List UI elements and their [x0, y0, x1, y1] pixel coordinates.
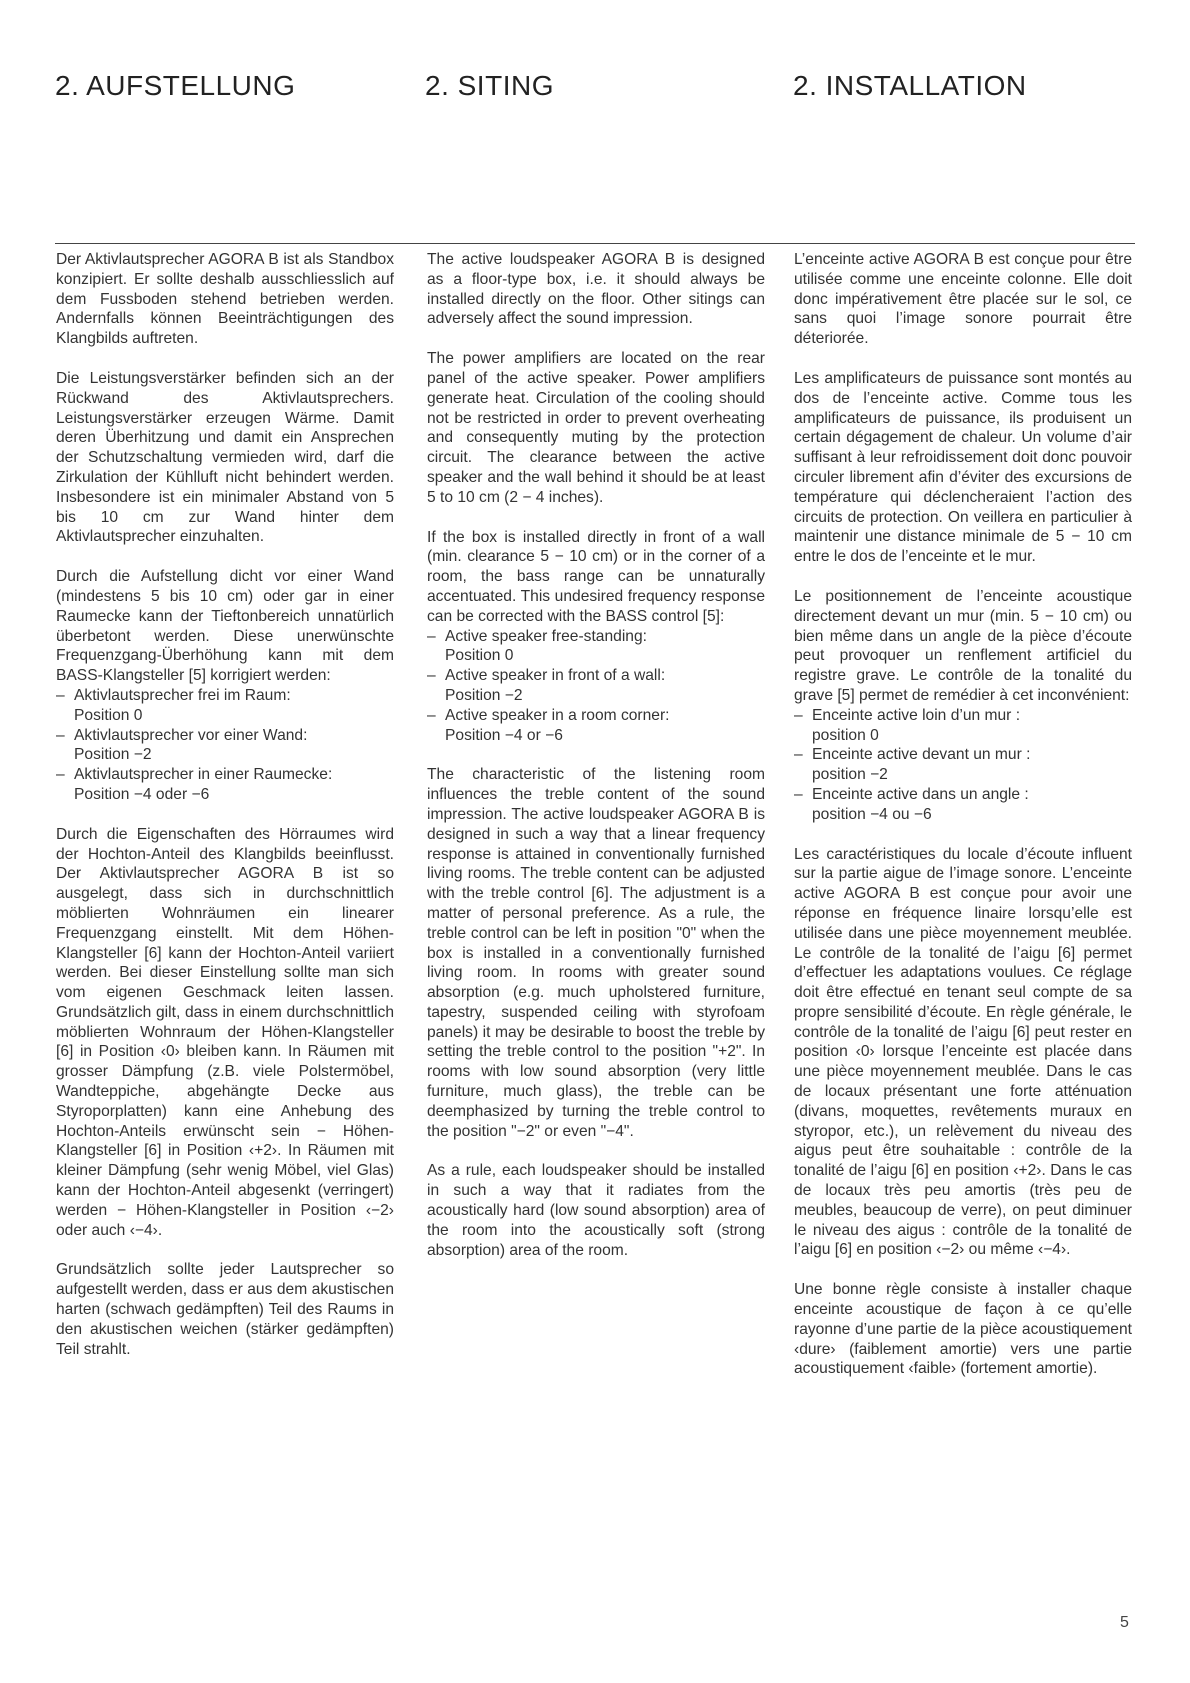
list-item [56, 765, 394, 805]
list-item-text: Aktivlautsprecher frei im Raum: [74, 686, 291, 704]
list-item-position: position −4 ou −6 [812, 805, 932, 823]
list-item [427, 706, 765, 746]
page-number: 5 [1120, 1614, 1129, 1631]
list-item-position: Position −2 [445, 686, 523, 704]
list-item-text: Active speaker in front of a wall: [445, 667, 666, 685]
list-item [427, 666, 765, 706]
paragraph: Durch die Aufstellung dicht vor einer Wand (mindestens 5 bis 10 cm) oder gar in einer Raumecke kann der Tieftonbereich unnatürlich überbetont werden. Diese unerwünschte Frequenzgang-Überhöhung kann mit dem BASS-Klangsteller [5] korrigiert werden: [56, 568, 394, 685]
list-item [427, 627, 765, 667]
list-item-position: Position −4 or −6 [445, 726, 563, 744]
column-french [794, 250, 1132, 1399]
list-item [794, 706, 1132, 746]
bass-position-list [794, 706, 1132, 825]
list-item-position: position 0 [812, 726, 879, 744]
list-item-text: Active speaker free-standing: [445, 627, 647, 645]
paragraph: Durch die Eigenschaften des Hörraumes wird der Hochton-Anteil des Klangbilds beeinflusst. Der Aktivlautsprecher AGORA B ist so ausgelegt, dass sich in durchschnittlich möblierten Wohnräumen ein linearer Frequenzgang einstellt. Mit dem Höhen-Klangsteller [6] kann der Hochton-Anteil variiert werden. Bei dieser Einstellung sollte man sich vom eigenen Geschmack leiten lassen. Grundsätzlich gilt, dass in einem durchschnittlich möblierten Wohnraum der Höhen-Klangsteller [6] in Position ‹0› bleiben kann. In Räumen mit grosser Dämpfung (z.B. viele Polstermöbel, Wandteppiche, abgehängte Decke aus Styroporplatten) kann eine Anhebung des Hochton-Anteils erwünscht sein − Höhen-Klangsteller [6] in Position ‹+2›. In Räumen mit kleiner Dämpfung (sehr wenig Möbel, viel Glas) kann der Hochton-Anteil abgesenkt (verringert) werden − Höhen-Klangsteller in Position ‹−2› oder auch ‹−4›. [56, 825, 394, 1239]
list-item [794, 785, 1132, 825]
list-item [56, 726, 394, 766]
heading-french: 2. INSTALLATION [793, 70, 1027, 101]
list-item-text: Active speaker in a room corner: [445, 706, 670, 724]
list-item-position: position −2 [812, 766, 888, 784]
paragraph: Grundsätzlich sollte jeder Lautsprecher so aufgestellt werden, dass er aus dem akustischen harten (schwach gedämpften) Teil des Raums in den akustischen weichen (stärker gedämpften) Teil strahlt. [56, 1261, 394, 1358]
bass-position-list [427, 627, 765, 746]
list-item-position: Position −4 oder −6 [74, 785, 210, 803]
paragraph: Les amplificateurs de puissance sont montés au dos de l’enceinte active. Comme tous les amplificateurs de puissance, ils produisent un certain dégagement de chaleur. Un volume d’air suffisant à leur refroidissement doit donc pouvoir circuler librement afin d’éviter des excursions de température qui déclencheraient l’action des circuits de protection. On veillera en particulier à maintenir une distance minimale de 5 − 10 cm entre le dos de l’enceinte et le mur. [794, 369, 1132, 566]
list-item [56, 686, 394, 726]
list-item-text: Enceinte active loin d’un mur : [812, 706, 1021, 724]
list-item-text: Aktivlautsprecher in einer Raumecke: [74, 766, 333, 784]
list-item-position: Position −2 [74, 746, 152, 764]
list-item-text: Aktivlautsprecher vor einer Wand: [74, 726, 308, 744]
heading-german: 2. AUFSTELLUNG [55, 70, 296, 101]
heading-english: 2. SITING [425, 70, 554, 101]
list-item-text: Enceinte active dans un angle : [812, 785, 1029, 803]
paragraph: Der Aktivlautsprecher AGORA B ist als Standbox konzipiert. Er sollte deshalb ausschliesslich auf dem Fussboden stehend betrieben werden. Andernfalls können Beeinträchtigungen des Klangbilds auftreten. [56, 251, 394, 348]
section-divider [55, 243, 1135, 244]
column-german [56, 250, 394, 1379]
paragraph: Les caractéristiques du locale d’écoute influent sur la partie aigue de l’image sonore. L’enceinte active AGORA B est conçue pour avoir une réponse en fréquence linaire lorsqu’elle est utilisée dans une pièce moyennement meublée. Le contrôle de la tonalité de l’aigu [6] permet d’effectuer les adaptations voulues. Ce réglage doit être effectué en tenant seul compte de sa propre sensibilité d’écoute. En règle générale, le contrôle de la tonalité de l’aigu [6] peut rester en position ‹0› lorsque l’enceinte est placée dans une pièce moyennement meublée. Dans le cas de locaux présentant une forte atténuation (divans, moquettes, revêtements muraux en styropor, etc.), un relèvement du niveau des aigus peut être souhaitable : contrôle de la tonalité de l’aigu [6] en position ‹+2›. Dans le cas de locaux très peu amortis (très peu de meubles, beaucoup de verre), on peut diminuer le niveau des aigus : contrôle de la tonalité de l’aigu [6] en position ‹−2› ou même ‹−4›. [794, 845, 1132, 1259]
paragraph: Die Leistungsverstärker befinden sich an der Rückwand des Aktivlautsprechers. Leistungsverstärker erzeugen Wärme. Damit deren Überhitzung und damit ein Ansprechen der Schutzschaltung vermieden wird, darf die Zirkulation der Kühlluft nicht behindert werden. Insbesondere ist ein minimaler Abstand von 5 bis 10 cm zur Wand hinter dem Aktivlautsprecher einzuhalten. [56, 369, 394, 546]
paragraph: The active loudspeaker AGORA B is designed as a floor-type box, i.e. it should always be installed directly on the floor. Other sitings can adversely affect the sound impression. [427, 251, 765, 328]
column-english [427, 250, 765, 1280]
list-item [794, 745, 1132, 785]
bass-position-list [56, 686, 394, 805]
paragraph: The characteristic of the listening room influences the treble content of the sound impression. The active loudspeaker AGORA B is designed in such a way that a linear frequency response is attained in conventionally furnished living rooms. The treble content can be adjusted with the treble control [6]. The adjustment is a matter of personal preference. As a rule, the treble control can be left in position "0" when the box is installed in a conventionally furnished living room. In rooms with greater sound absorption (e.g. much upholstered furniture, tapestry, suspended ceiling with styrofoam panels) it may be desirable to boost the treble by setting the treble control to the position "+2". In rooms with low sound absorption (very little furniture, much glass), the treble can be deemphasized by turning the treble control to the position "−2" or even "−4". [427, 766, 765, 1140]
paragraph: Le positionnement de l’enceinte acoustique directement devant un mur (min. 5 − 10 cm) ou bien même dans un angle de la pièce d’écoute peut provoquer un renflement artificiel du registre grave. Le contrôle de la tonalité du grave [5] permet de remédier à cet inconvénient: [794, 587, 1132, 704]
paragraph: L’enceinte active AGORA B est conçue pour être utilisée comme une enceinte colonne. Elle doit donc impérativement être placée sur le sol, ce sans quoi l’image sonore pourrait être déteriorée. [794, 251, 1132, 348]
paragraph: The power amplifiers are located on the rear panel of the active speaker. Power amplifiers generate heat. Circulation of the cooling should not be restricted in order to prevent overheating and consequently muting by the protection circuit. The clearance between the active speaker and the wall behind it should be at least 5 to 10 cm (2 − 4 inches). [427, 350, 765, 506]
paragraph: Une bonne règle consiste à installer chaque enceinte acoustique de façon à ce qu’elle rayonne d’une partie de la pièce acoustiquement ‹dure› (faiblement amortie) vers une partie acoustiquement ‹faible› (fortement amortie). [794, 1281, 1132, 1378]
list-item-position: Position 0 [445, 647, 514, 665]
list-item-position: Position 0 [74, 706, 143, 724]
paragraph: As a rule, each loudspeaker should be installed in such a way that it radiates from the acoustically hard (low sound absorption) area of the room into the acoustically soft (strong absorption) area of the room. [427, 1162, 765, 1259]
list-item-text: Enceinte active devant un mur : [812, 746, 1031, 764]
paragraph: If the box is installed directly in front of a wall (min. clearance 5 − 10 cm) or in the corner of a room, the bass range can be unnaturally accentuated. This undesired frequency response can be corrected with the BASS control [5]: [427, 528, 765, 625]
